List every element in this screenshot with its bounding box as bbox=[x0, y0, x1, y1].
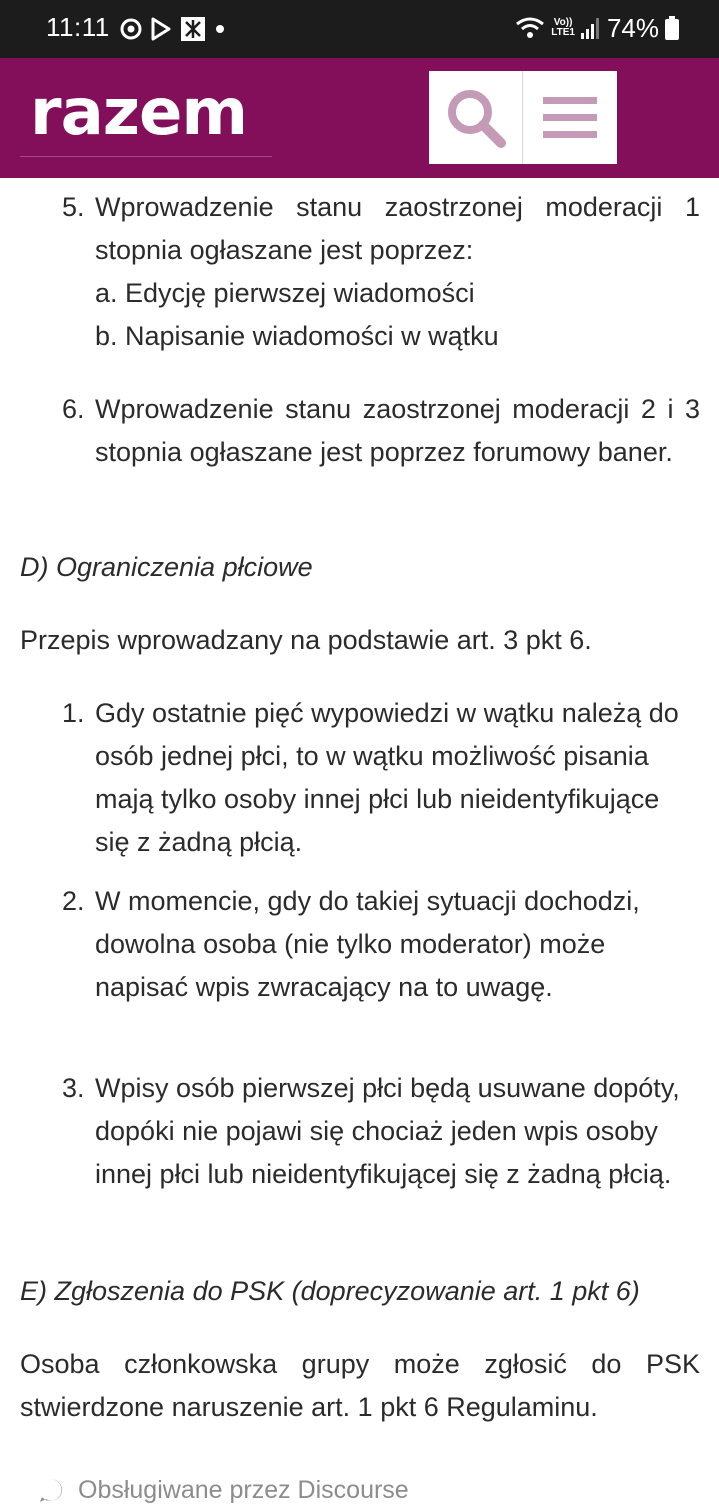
list-item-number: 5. bbox=[62, 192, 85, 222]
status-time: 11:11 bbox=[46, 12, 110, 42]
powered-by-text[interactable]: Obsługiwane przez Discourse bbox=[78, 1475, 409, 1504]
search-icon bbox=[445, 87, 507, 149]
list-item-number: 2. bbox=[62, 886, 85, 916]
wifi-icon bbox=[515, 16, 545, 40]
signal-icon bbox=[581, 17, 601, 39]
menu-button[interactable] bbox=[523, 71, 617, 164]
sub-item: b. Napisanie wiadomości w wątku bbox=[95, 321, 499, 351]
section-e-text: Osoba członkowska grupy może zgłosić do PSK stwierdzone naruszenie art. 1 pkt 6 Regulaminu. bbox=[20, 1349, 700, 1422]
notification-icons bbox=[120, 15, 226, 43]
lte-badge: Vo)) LTE1 bbox=[551, 17, 575, 38]
battery-percentage: 74% bbox=[606, 12, 659, 43]
hamburger-menu-icon bbox=[543, 95, 597, 141]
section-heading-e: E) Zgłoszenia do PSK (doprecyzowanie art. 1 pkt 6) bbox=[20, 1276, 640, 1306]
list-item-number: 6. bbox=[62, 394, 85, 424]
chrome-icon bbox=[120, 18, 142, 40]
section-heading-d: D) Ograniczenia płciowe bbox=[20, 552, 313, 582]
sync-status-icon bbox=[180, 16, 206, 42]
list-item-text: Wpisy osób pierwszej płci będą usuwane dopóty, dopóki nie pojawi się chociaż jeden wpis osoby innej płci lub nieidentyfikującej się z żadną płcią. bbox=[95, 1073, 680, 1189]
status-bar bbox=[0, 0, 719, 58]
section-d-intro: Przepis wprowadzany na podstawie art. 3 pkt 6. bbox=[20, 625, 592, 655]
site-header bbox=[0, 58, 719, 178]
list-item-text: Wprowadzenie stanu zaostrzonej moderacji 2 i 3 stopnia ogłaszane jest poprzez forumowy baner. bbox=[95, 394, 700, 467]
list-item-number: 1. bbox=[62, 698, 85, 728]
powered-by-footer[interactable] bbox=[38, 1470, 409, 1510]
play-store-icon bbox=[150, 17, 172, 41]
list-item-text: W momencie, gdy do takiej sytuacji dochodzi, dowolna osoba (nie tylko moderator) może napisać wpis zwracający na to uwagę. bbox=[95, 886, 640, 1002]
system-indicators bbox=[515, 12, 679, 44]
logo-underline bbox=[20, 156, 272, 157]
battery-icon bbox=[665, 16, 679, 40]
dot-icon bbox=[214, 23, 226, 35]
site-logo[interactable]: razem bbox=[30, 76, 248, 150]
list-item-text: Gdy ostatnie pięć wypowiedzi w wątku należą do osób jednej płci, to w wątku możliwość pisania mają tylko osoby innej płci lub nieidentyfikujące się z żadną płcią. bbox=[95, 698, 679, 857]
search-button[interactable] bbox=[429, 71, 523, 164]
sub-item: a. Edycję pierwszej wiadomości bbox=[95, 278, 475, 308]
discourse-logo-icon bbox=[38, 1477, 64, 1503]
list-item-number: 3. bbox=[62, 1073, 85, 1103]
list-item-text: Wprowadzenie stanu zaostrzonej moderacji 1 stopnia ogłaszane jest poprzez: a. Edycję pierwszej wiadomości b. Napisanie wiadomości w wątku bbox=[95, 186, 700, 358]
